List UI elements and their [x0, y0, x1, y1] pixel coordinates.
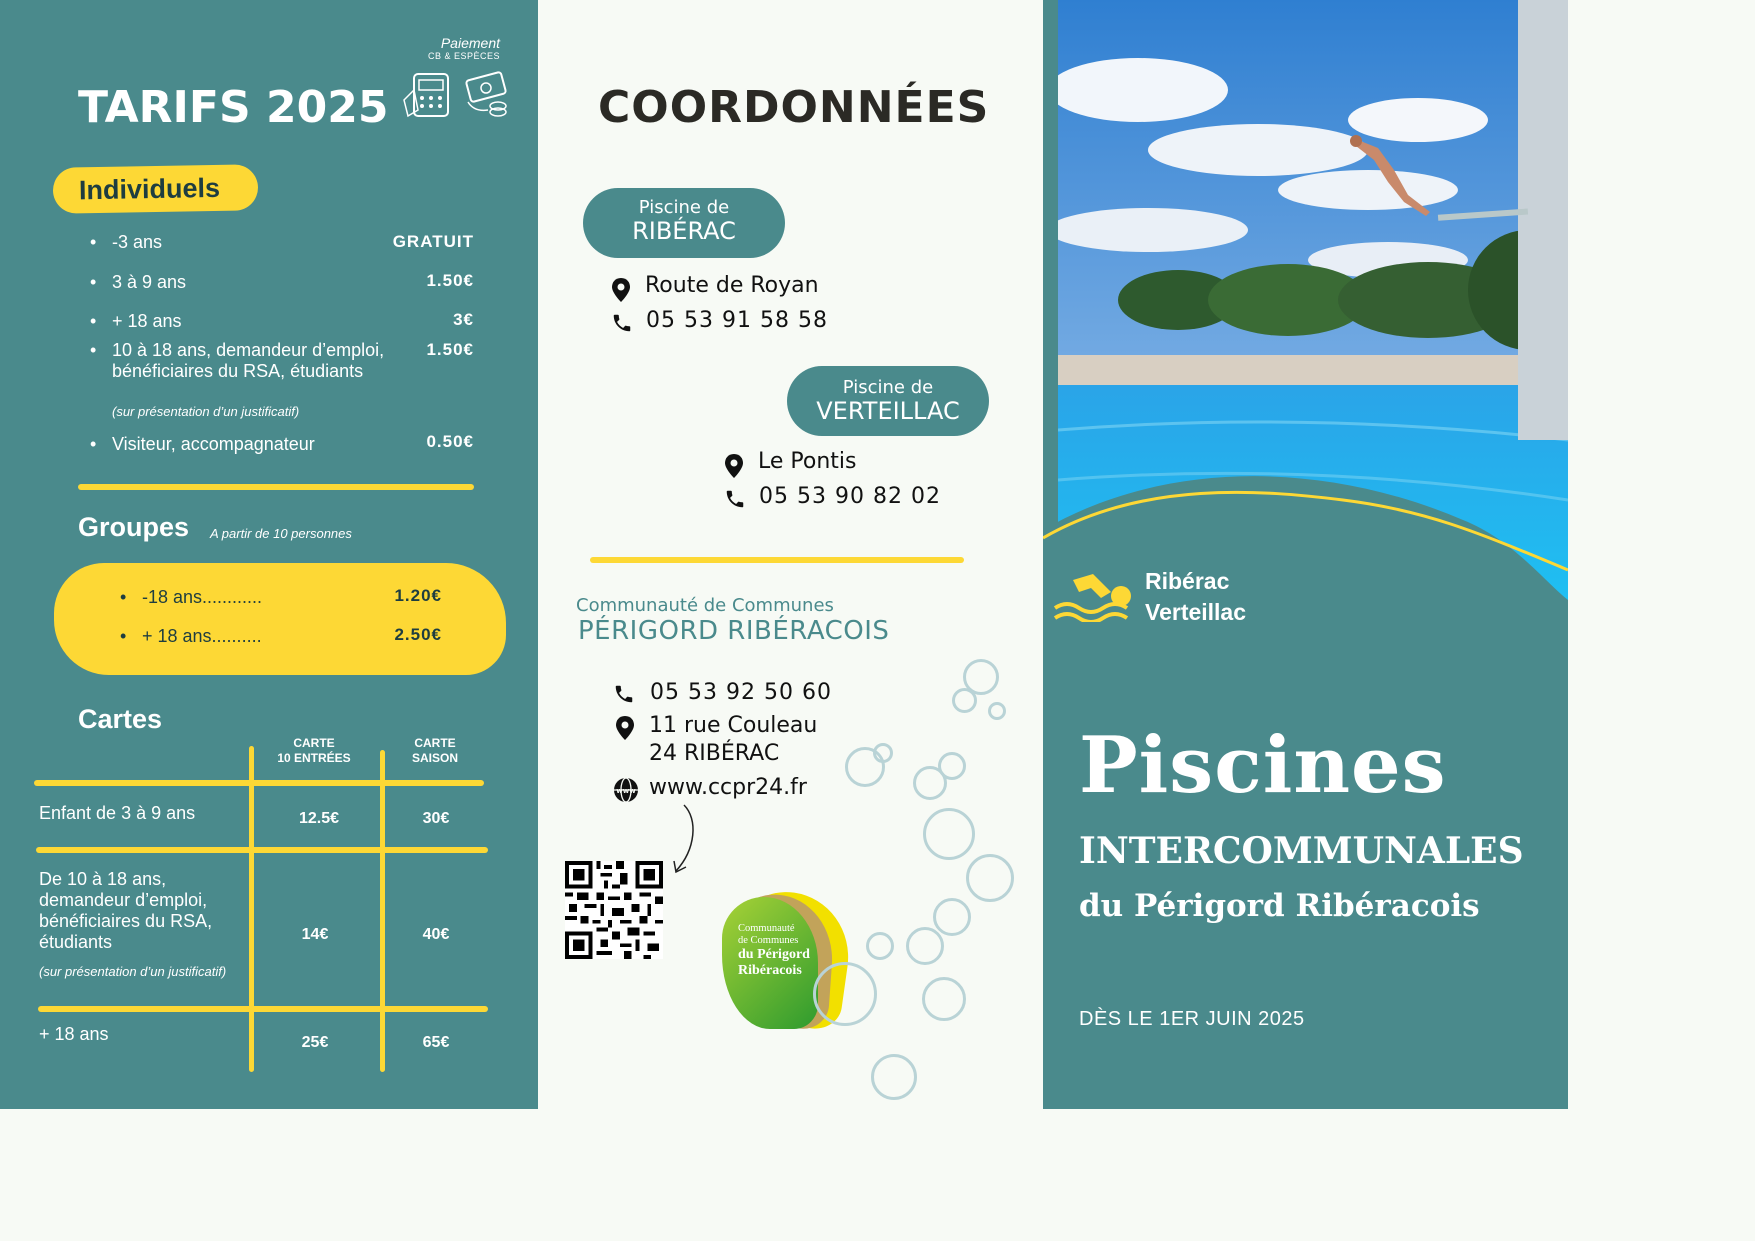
logo-text-line: du Périgord — [738, 947, 810, 962]
price: 2.50€ — [394, 625, 442, 644]
table-cell: 65€ — [422, 1034, 450, 1051]
bubble — [913, 766, 947, 800]
bubble — [906, 927, 944, 965]
bubble — [922, 977, 966, 1021]
table-vline — [380, 750, 385, 1072]
pool-phone: 05 53 91 58 58 — [646, 308, 828, 333]
table-cell: 14€ — [301, 926, 329, 943]
tarifs-panel — [0, 0, 538, 1109]
cover-subtitle1: INTERCOMMUNALES — [1079, 830, 1524, 872]
groupes-heading: Groupes — [78, 512, 190, 542]
qr-code-icon[interactable] — [565, 861, 663, 959]
individuels-heading-bg — [53, 164, 259, 214]
price: GRATUIT — [392, 232, 474, 251]
coordonnees-panel — [538, 0, 1043, 1109]
town-verteillac: Verteillac — [1145, 599, 1247, 625]
ccpr-address-line1: 11 rue Couleau — [649, 713, 818, 738]
opening-date: DÈS LE 1ER JUIN 2025 — [1079, 1008, 1305, 1030]
list-item: • + 18 ans.......... — [142, 626, 262, 647]
bubble — [923, 808, 975, 860]
price: 1.20€ — [394, 586, 442, 605]
card-payment-icon — [402, 70, 512, 120]
cover-panel — [1043, 0, 1568, 1109]
logo-text-line: de Communes — [738, 935, 799, 946]
list-item: • 3 à 9 ans — [112, 272, 186, 293]
column-header-line: SAISON — [411, 751, 458, 765]
payment-info — [400, 35, 500, 61]
individuels-heading: Individuels — [78, 172, 221, 206]
phone-icon — [613, 683, 635, 705]
justificatif-note: (sur présentation d’un justificatif) — [112, 404, 300, 419]
logo-text-line: Ribéracois — [738, 963, 802, 978]
bubble — [988, 702, 1006, 720]
bubble — [813, 962, 877, 1026]
list-item: • -18 ans............ — [142, 587, 262, 608]
table-cell: 25€ — [301, 1034, 329, 1051]
cartes-heading: Cartes — [78, 704, 163, 734]
bubble — [866, 932, 894, 960]
ccpr-line2: PÉRIGORD RIBÉRACOIS — [578, 616, 890, 646]
groupes-box — [54, 563, 506, 675]
ccpr-address-line2: 24 RIBÉRAC — [649, 741, 780, 766]
table-cell: 12.5€ — [298, 810, 340, 827]
list-item: • 10 à 18 ans, demandeur d’emploi, bénéficiaires du RSA, étudiants — [112, 340, 402, 382]
table-hline — [38, 1006, 488, 1012]
divider — [590, 557, 964, 563]
price: 3€ — [453, 310, 474, 329]
table-row-label: Enfant de 3 à 9 ans — [39, 803, 196, 823]
coordonnees-title: COORDONNÉES — [598, 82, 990, 133]
ccpr-website[interactable]: www.ccpr24.fr — [649, 775, 807, 800]
location-pin-icon — [724, 454, 744, 478]
column-header — [392, 736, 478, 766]
table-vline — [249, 746, 254, 1072]
payment-label: Paiement — [440, 35, 500, 51]
cover-subtitle2: du Périgord Ribéracois — [1079, 888, 1480, 924]
pool-phone: 05 53 90 82 02 — [759, 484, 941, 509]
bubble — [933, 898, 971, 936]
list-item: • + 18 ans — [112, 311, 182, 332]
pool-prefix: Piscine de — [842, 377, 934, 398]
town-riberac: Ribérac — [1145, 568, 1230, 594]
table-hline — [36, 847, 488, 853]
justificatif-note: (sur présentation d’un justificatif) — [39, 964, 227, 979]
arrow-icon — [668, 803, 704, 877]
bubble — [952, 688, 977, 713]
ccpr-phone: 05 53 92 50 60 — [650, 680, 832, 705]
svg-text:www: www — [616, 787, 636, 795]
groupes-subheading: A partir de 10 personnes — [210, 526, 352, 541]
table-hline — [34, 780, 484, 786]
column-header-line: CARTE — [293, 736, 335, 750]
list-item: • Visiteur, accompagnateur — [112, 434, 315, 455]
pool-address: Le Pontis — [758, 449, 857, 474]
price: 1.50€ — [426, 340, 474, 359]
table-cell: 30€ — [422, 810, 450, 827]
bubble — [873, 743, 893, 763]
location-pin-icon — [615, 716, 635, 740]
pool-name: VERTEILLAC — [816, 397, 960, 425]
pool-name-badge — [583, 188, 785, 258]
column-header-line: 10 ENTRÉES — [277, 751, 351, 765]
swimmer-icon — [1053, 570, 1135, 622]
pool-address: Route de Royan — [645, 273, 819, 298]
globe-icon — [612, 777, 640, 803]
column-header-line: CARTE — [414, 736, 456, 750]
location-pin-icon — [611, 278, 631, 302]
bubble — [966, 854, 1014, 902]
bubble — [871, 1054, 917, 1100]
table-cell: 40€ — [422, 926, 450, 943]
towns — [1145, 566, 1246, 628]
tarifs-title: TARIFS 2025 — [78, 82, 389, 133]
phone-icon — [724, 488, 746, 510]
price: 1.50€ — [426, 271, 474, 290]
logo-text-line: Communauté — [738, 923, 795, 934]
pool-prefix: Piscine de — [638, 197, 730, 218]
list-item: • -3 ans — [112, 232, 162, 253]
price: 0.50€ — [426, 432, 474, 451]
pool-name: RIBÉRAC — [632, 217, 736, 245]
cover-title: Piscines — [1079, 720, 1447, 811]
phone-icon — [611, 312, 633, 334]
column-header — [262, 736, 366, 766]
pool-name-badge — [787, 366, 989, 436]
table-row-label: De 10 à 18 ans, demandeur d’emploi, bénéficiaires du RSA, étudiants — [39, 869, 213, 952]
ccpr-line1: Communauté de Communes — [576, 595, 834, 616]
divider — [78, 484, 474, 490]
table-row-label: + 18 ans — [39, 1024, 109, 1044]
payment-methods: CB & ESPÈCES — [427, 51, 500, 61]
